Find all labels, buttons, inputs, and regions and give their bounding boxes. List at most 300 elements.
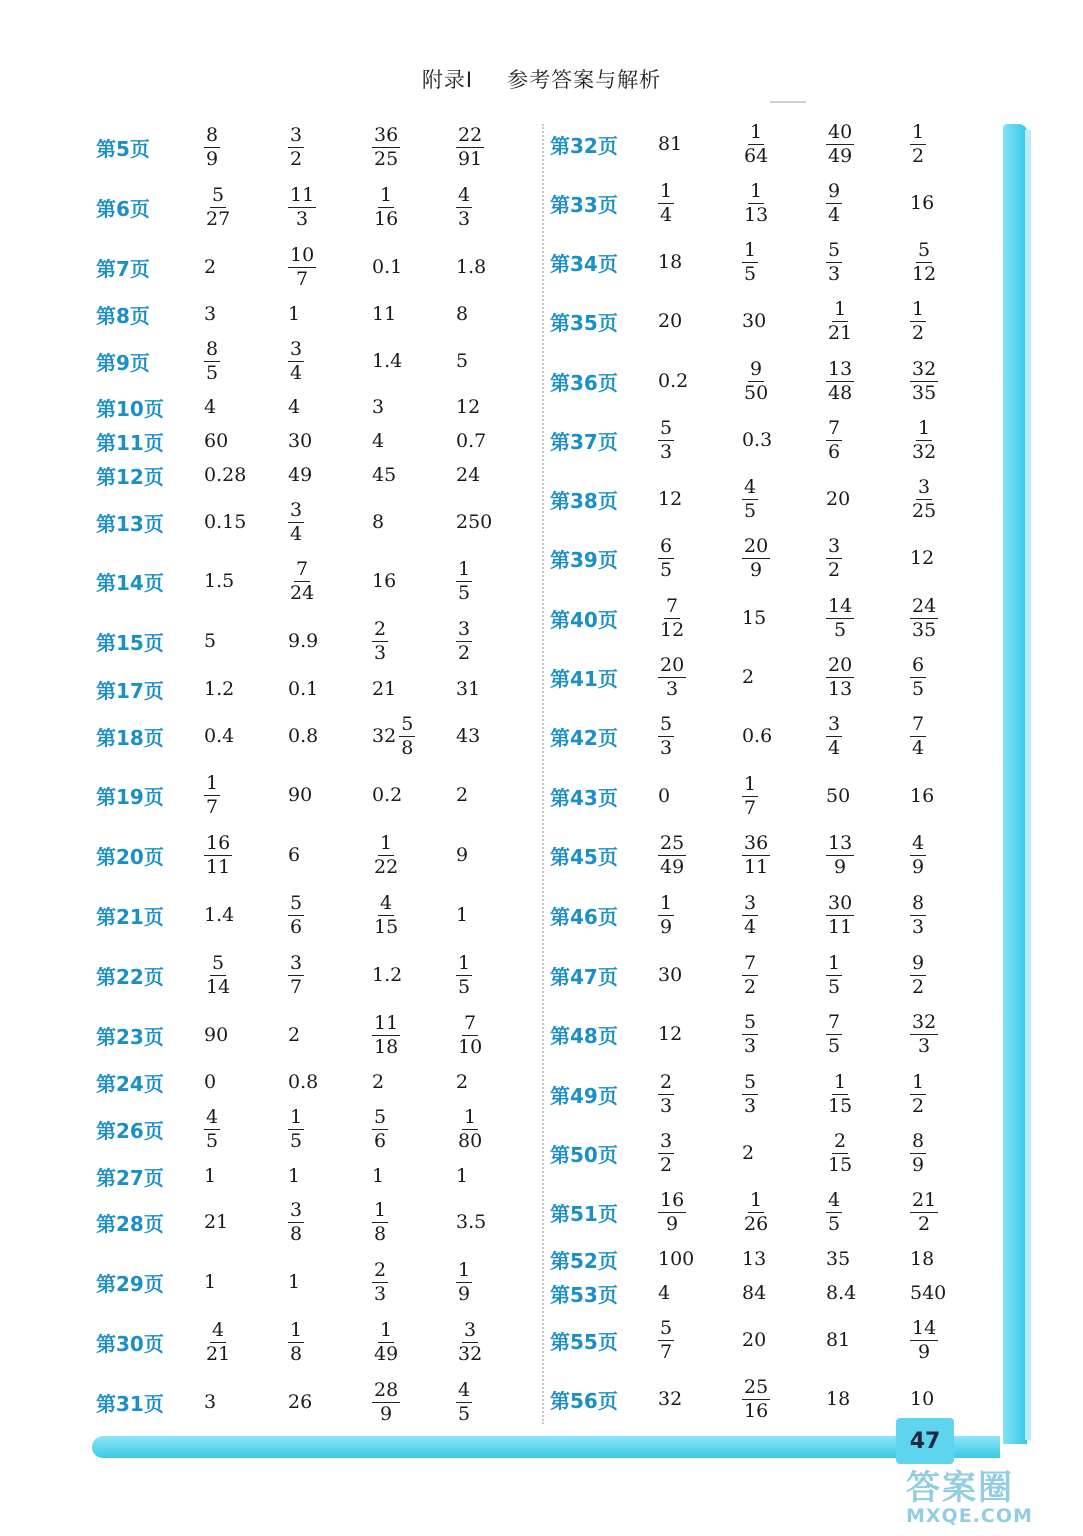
denominator: 5 [828,975,841,998]
answer-cell [742,1010,826,1057]
answer-cell: 8.4 [826,1282,857,1304]
numerator: 5 [828,238,841,261]
answer-cell [456,1105,540,1152]
fraction-wrap [288,123,304,170]
denominator: 2 [918,1212,931,1235]
denominator: 12 [660,618,685,641]
answer-cell [826,653,910,700]
fraction-wrap [910,120,926,167]
page-label: 第18页 [96,725,164,750]
fraction-wrap [288,337,304,384]
denominator: 3 [918,1034,931,1057]
fraction [288,337,304,384]
answer-cell [910,1070,994,1117]
denominator: 10 [458,1035,483,1058]
numerator: 4 [206,1105,219,1128]
numerator: 1 [750,179,763,202]
fraction [742,772,758,819]
numerator: 1 [912,120,925,143]
answer-row [550,712,1020,760]
numerator: 5 [918,238,931,261]
answer-cell [910,357,994,404]
answer-cell: 540 [910,1282,947,1304]
denominator: 25 [912,499,937,522]
page-label: 第21页 [96,904,164,929]
numerator: 7 [744,951,757,974]
fraction [456,1378,472,1425]
fraction [372,123,400,170]
answer-row [550,1188,1020,1236]
answer-row [96,665,566,713]
answer-row [550,1129,1020,1177]
page-label: 第41页 [550,666,618,691]
answer-cell [826,534,910,581]
numerator: 3 [828,712,841,735]
fraction-wrap [288,183,316,230]
page-label: 第53页 [550,1282,618,1307]
denominator: 49 [660,855,685,878]
answer-cell [204,1318,288,1365]
numerator: 1 [750,1188,763,1211]
answer-cell: 18 [658,251,683,273]
fraction-wrap [288,1318,304,1365]
side-decorative-band [1003,124,1027,1444]
answer-cell [910,1316,994,1363]
fraction [372,831,400,878]
page-label: 第55页 [550,1329,618,1354]
fraction [826,594,854,641]
numerator: 30 [828,891,853,914]
answer-cell: 81 [826,1329,851,1351]
fraction-wrap [742,120,770,167]
numerator: 40 [828,120,853,143]
fraction-wrap [742,475,758,522]
answer-cell [826,297,910,344]
numerator: 6 [660,534,673,557]
page-label: 第27页 [96,1165,164,1190]
numerator: 8 [206,337,219,360]
fraction-wrap [742,772,758,819]
fraction [204,1105,220,1152]
answer-cell [826,951,910,998]
column-divider [542,124,544,1424]
fraction-wrap [658,534,674,581]
answer-cell: 32 [658,1388,683,1410]
fraction [742,891,758,938]
fraction [910,120,926,167]
fraction-wrap [910,1188,938,1235]
fraction [288,1105,304,1152]
denominator: 12 [912,262,937,285]
answer-cell: 4 [288,396,301,418]
fraction-wrap [658,1316,674,1363]
answer-cell: 1 [288,1271,301,1293]
denominator: 5 [828,1212,841,1235]
denominator: 3 [660,440,673,463]
answer-row [550,475,1020,523]
numerator: 1 [458,951,471,974]
answer-cell [826,594,910,641]
fraction [456,951,472,998]
numerator: 5 [744,1010,757,1033]
fraction-wrap [372,123,400,170]
fraction [372,617,388,664]
denominator: 16 [744,1399,769,1422]
fraction [742,1188,770,1235]
answer-cell [204,337,288,384]
page-label: 第15页 [96,630,164,655]
page-label: 第14页 [96,570,164,595]
denominator: 21 [828,321,853,344]
answer-cell [910,653,994,700]
page-label: 第42页 [550,725,618,750]
page-label: 第49页 [550,1083,618,1108]
denominator: 13 [828,677,853,700]
answer-cell [910,416,994,463]
fraction-wrap [204,951,232,998]
answer-cell [658,416,742,463]
page-label: 第17页 [96,678,164,703]
denominator: 22 [374,855,399,878]
answer-row [96,557,566,605]
denominator: 2 [912,1094,925,1117]
answer-row [550,831,1020,879]
answer-cell [658,831,742,878]
answer-cell: 6 [288,844,301,866]
fraction [658,416,674,463]
answer-cell: 16 [372,570,397,592]
fraction-wrap [456,951,472,998]
answer-row [550,653,1020,701]
answer-cell [372,1198,456,1245]
answer-cell [372,1011,456,1058]
numerator: 1 [380,831,393,854]
fraction-wrap [826,653,854,700]
numerator: 20 [744,534,769,557]
fraction-wrap [910,891,926,938]
header-rule [770,101,806,103]
answer-cell [658,534,742,581]
answer-row [96,617,566,665]
numerator: 1 [290,1318,303,1341]
numerator: 1 [834,297,847,320]
numerator: 9 [828,179,841,202]
numerator: 11 [290,183,315,206]
fraction [910,416,938,463]
denominator: 15 [828,1153,853,1176]
fraction-wrap [910,416,938,463]
denominator: 5 [744,499,757,522]
answer-cell: 3.5 [456,1211,487,1233]
fraction-wrap [658,594,686,641]
fraction [658,534,674,581]
fraction [204,951,232,998]
numerator: 36 [744,831,769,854]
fraction-wrap [826,179,842,226]
denominator: 24 [290,581,315,604]
answer-row [96,290,566,338]
fraction [826,238,842,285]
fraction-wrap [826,1188,842,1235]
fraction [288,557,316,604]
denominator: 7 [660,1340,673,1363]
answer-cell [658,1129,742,1176]
page-label: 第38页 [550,488,618,513]
fraction-wrap [910,357,938,404]
page-label: 第36页 [550,370,618,395]
numerator: 3 [660,1129,673,1152]
denominator: 21 [206,1342,231,1365]
answer-cell [742,951,826,998]
fraction-wrap [910,1129,926,1176]
answer-cell [826,179,910,226]
answer-cell: 30 [742,310,767,332]
fraction [288,1318,304,1365]
denominator: 5 [458,975,471,998]
numerator: 14 [912,1316,937,1339]
answer-cell [288,1318,372,1365]
page-number: 47 [909,1428,941,1454]
denominator: 8 [374,1222,387,1245]
answer-cell [742,238,826,285]
answer-cell: 0.2 [372,784,403,806]
denominator: 2 [828,558,841,581]
answer-column-right [550,114,1020,1430]
fraction-wrap [910,1070,926,1117]
denominator: 7 [290,975,303,998]
bottom-decorative-band [92,1436,1000,1458]
fraction [742,475,758,522]
fraction-wrap [372,1198,388,1245]
answer-row [96,891,566,939]
answer-cell [910,120,994,167]
answer-cell: 0 [658,785,671,807]
answer-cell: 8 [456,303,469,325]
answer-cell [288,243,372,290]
answer-cell: 10 [910,1388,935,1410]
answer-cell: 50 [826,785,851,807]
answer-cell [658,1070,742,1117]
fraction-wrap [742,179,770,226]
answer-cell: 11 [372,303,397,325]
numerator: 25 [660,831,685,854]
fraction-wrap [658,831,686,878]
answer-cell: 0 [204,1071,217,1093]
page-label: 第5页 [96,136,150,161]
fraction-wrap [742,1010,758,1057]
denominator: 13 [744,203,769,226]
fraction-wrap [910,1010,938,1057]
denominator: 7 [296,267,309,290]
denominator: 2 [290,147,303,170]
numerator: 25 [744,1375,769,1398]
denominator: 5 [458,581,471,604]
answer-cell: 0.28 [204,464,247,486]
fraction-wrap [742,951,758,998]
numerator: 1 [660,891,673,914]
answer-cell: 2 [372,1071,385,1093]
answer-cell: 4 [658,1282,671,1304]
answer-cell: 16 [910,785,935,807]
page-label: 第9页 [96,350,150,375]
denominator: 3 [744,1034,757,1057]
denominator: 50 [744,381,769,404]
answer-cell [910,891,994,938]
fraction-wrap [204,1105,220,1152]
answer-row [550,416,1020,464]
answer-row [550,1375,1020,1423]
denominator: 27 [206,207,231,230]
denominator: 16 [374,207,399,230]
denominator: 5 [912,677,925,700]
answer-cell [372,1378,456,1425]
numerator: 5 [744,1070,757,1093]
numerator: 5 [374,1105,387,1128]
answer-row [96,831,566,879]
denominator: 32 [458,1342,483,1365]
denominator: 7 [206,795,219,818]
answer-cell: 3 [204,303,217,325]
numerator: 4 [912,831,925,854]
answer-cell: 4 [372,430,385,452]
fraction-wrap [658,1188,686,1235]
fraction [372,1378,400,1425]
denominator: 8 [290,1222,303,1245]
fraction [456,617,472,664]
answer-row [550,951,1020,999]
fraction [742,1375,770,1422]
answer-cell [910,594,994,641]
fraction-wrap [826,238,842,285]
answer-cell: 90 [288,784,313,806]
fraction [910,1188,938,1235]
fraction [372,1011,400,1058]
fraction [204,183,232,230]
denominator: 9 [666,1212,679,1235]
denominator: 2 [912,975,925,998]
denominator: 2 [912,144,925,167]
fraction-wrap [372,617,388,664]
denominator: 3 [296,207,309,230]
numerator: 9 [912,951,925,974]
fraction [456,1105,484,1152]
answer-cell: 5 [204,630,217,652]
answer-cell [742,120,826,167]
numerator: 13 [828,357,853,380]
denominator: 3 [744,1094,757,1117]
answer-cell: 0.15 [204,511,247,533]
fraction [826,831,854,878]
page-label: 第56页 [550,1388,618,1413]
answer-cell: 2 [456,784,469,806]
answer-cell [372,1318,456,1365]
mixed-number [372,712,415,759]
fraction-wrap [456,1011,484,1058]
fraction [742,179,770,226]
answer-cell: 21 [372,678,397,700]
fraction [372,1105,388,1152]
numerator: 3 [918,475,931,498]
answer-cell: 1 [288,1165,301,1187]
denominator: 4 [290,522,303,545]
denominator: 2 [458,641,471,664]
fraction-wrap [742,1188,770,1235]
numerator: 1 [464,1105,477,1128]
fraction-wrap [372,831,400,878]
answer-row [96,1058,566,1106]
page-number-tab [896,1418,954,1464]
fraction [204,771,220,818]
answer-row [550,120,1020,168]
denominator: 9 [912,855,925,878]
answer-cell [288,1105,372,1152]
fraction-wrap [742,891,758,938]
denominator: 5 [834,618,847,641]
answer-cell: 1 [456,1165,469,1187]
answer-cell: 90 [204,1024,229,1046]
fraction [910,1010,938,1057]
fraction [826,416,842,463]
answer-cell: 43 [456,725,481,747]
answer-cell: 1 [372,1165,385,1187]
answer-cell: 3 [372,396,385,418]
answer-cell [658,1316,742,1363]
numerator: 14 [828,594,853,617]
fraction-wrap [826,1070,854,1117]
answer-cell [742,475,826,522]
numerator: 4 [212,1318,225,1341]
answer-cell: 0.2 [658,370,689,392]
answer-cell: 2 [204,256,217,278]
fraction [742,1070,758,1117]
answer-cell: 84 [742,1282,767,1304]
fraction-wrap [826,120,854,167]
numerator: 9 [750,357,763,380]
denominator: 11 [206,855,231,878]
fraction-wrap [456,123,484,170]
answer-cell: 0.1 [372,256,403,278]
answer-row [96,243,566,291]
fraction-wrap [826,712,842,759]
denominator: 2 [912,321,925,344]
answer-cell: 1 [456,904,469,926]
answer-cell [826,1010,910,1057]
fraction-wrap [288,951,304,998]
page-label: 第19页 [96,784,164,809]
fraction [826,1188,842,1235]
fraction-wrap [204,771,220,818]
fraction-wrap [826,297,854,344]
answer-row [550,772,1020,820]
answer-row [96,771,566,819]
denominator: 3 [458,207,471,230]
fraction-wrap [826,951,842,998]
answer-cell [910,1129,994,1176]
denominator: 3 [660,1094,673,1117]
fraction-wrap [742,1070,758,1117]
numerator: 4 [380,891,393,914]
page-label: 第31页 [96,1391,164,1416]
answer-row [96,951,566,999]
numerator: 5 [660,416,673,439]
denominator: 32 [912,440,937,463]
numerator: 3 [458,617,471,640]
numerator: 1 [380,1318,393,1341]
denominator: 4 [828,203,841,226]
page-label: 第10页 [96,396,164,421]
fraction [742,238,758,285]
denominator: 5 [660,558,673,581]
